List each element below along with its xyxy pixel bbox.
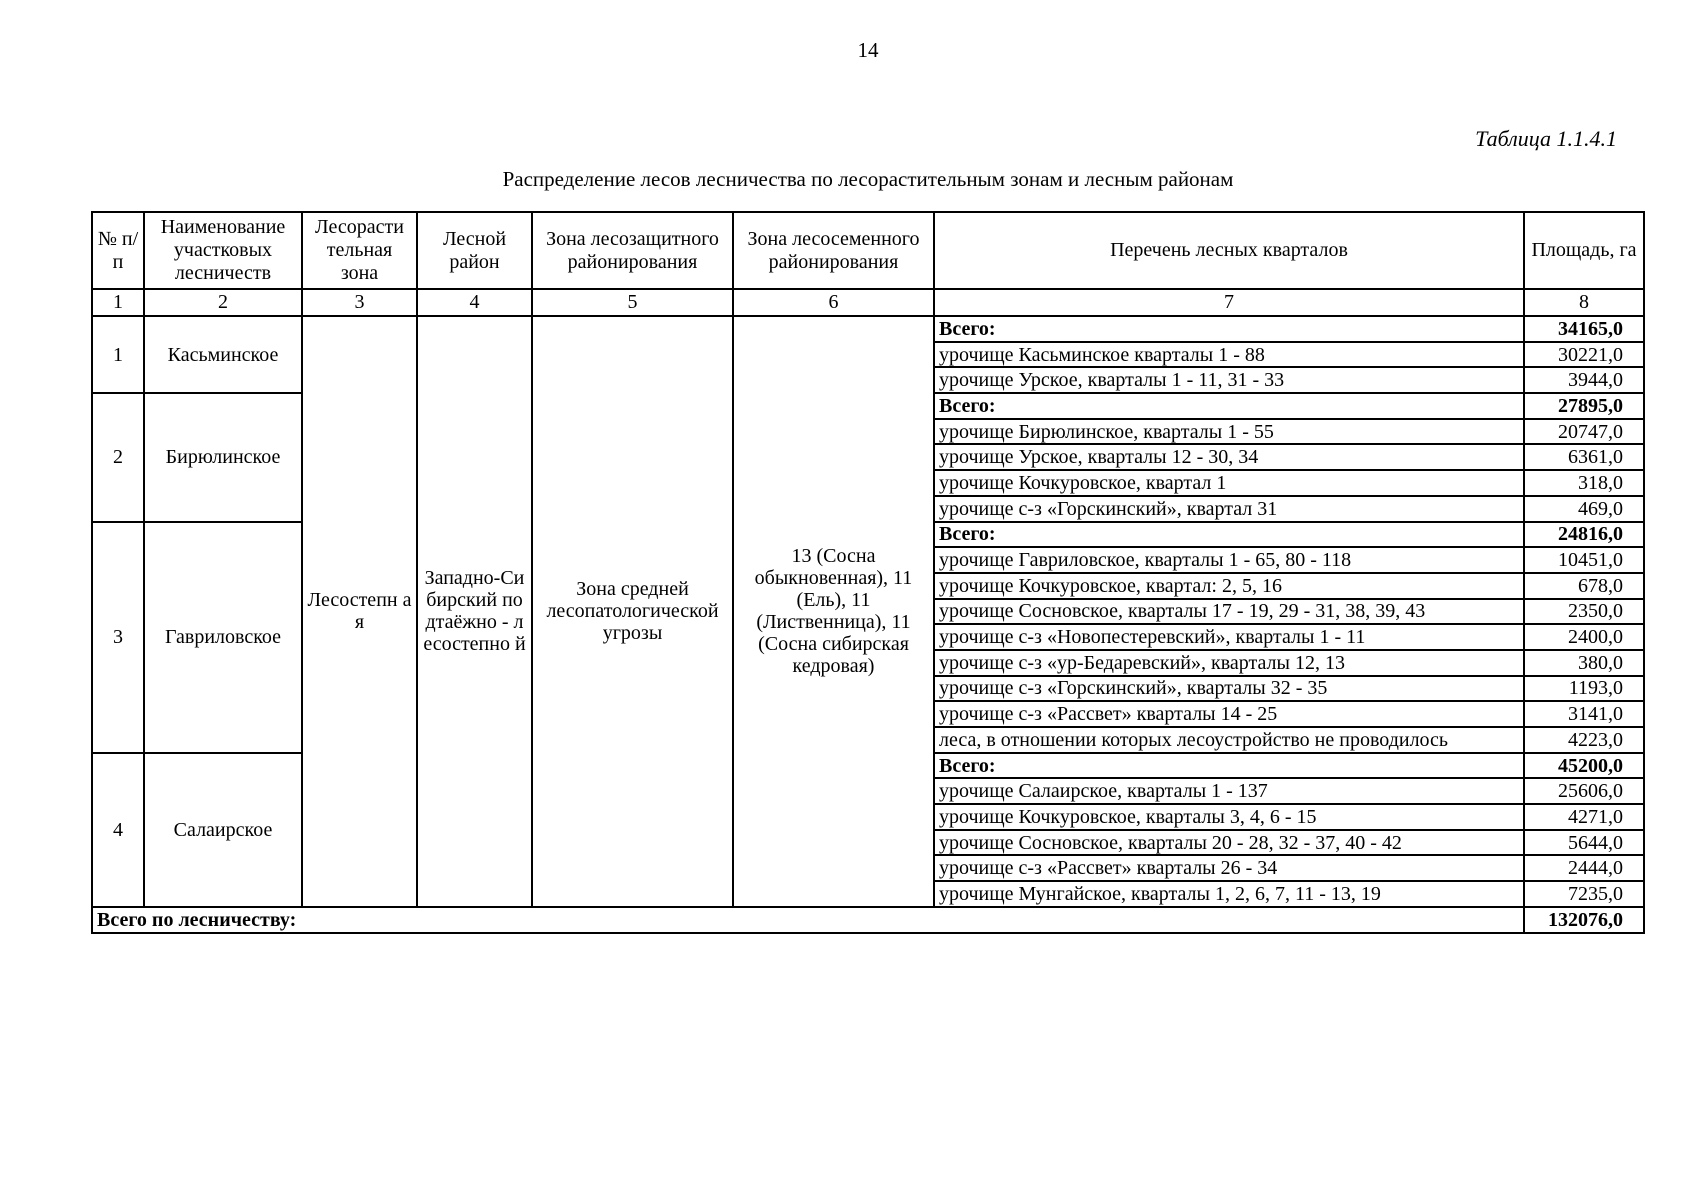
group-total-label: Всего: xyxy=(934,393,1524,419)
quarter-text: урочище с-з «Рассвет» кварталы 14 - 25 xyxy=(934,701,1524,727)
seed-zone xyxy=(733,316,934,907)
quarter-area: 20747,0 xyxy=(1524,419,1644,445)
quarter-text: урочище с-з «Горскинский», квартал 31 xyxy=(934,496,1524,522)
quarter-text: урочище Бирюлинское, кварталы 1 - 55 xyxy=(934,419,1524,445)
column-number: 2 xyxy=(144,289,302,316)
group-name: Касьминское xyxy=(144,316,302,393)
column-number: 5 xyxy=(532,289,733,316)
quarter-area: 678,0 xyxy=(1524,573,1644,599)
quarter-area: 7235,0 xyxy=(1524,881,1644,907)
forest-zone: Лесостепн ая xyxy=(302,316,417,907)
group-number: 2 xyxy=(92,393,144,521)
quarter-text: урочище Салаирское, кварталы 1 - 137 xyxy=(934,778,1524,804)
protection-zone: Зона средней лесопатологической угрозы xyxy=(532,316,733,907)
grand-total-row xyxy=(92,907,1644,933)
column-number: 8 xyxy=(1524,289,1644,316)
quarter-text: урочище Кочкуровское, квартал: 2, 5, 16 xyxy=(934,573,1524,599)
header-num: № п/п xyxy=(92,212,144,289)
group-number: 4 xyxy=(92,753,144,907)
group-name: Гавриловское xyxy=(144,522,302,753)
header-quarters: Перечень лесных кварталов xyxy=(934,212,1524,289)
quarter-text: урочище с-з «ур-Бедаревский», кварталы 12, 13 xyxy=(934,650,1524,676)
quarter-area: 6361,0 xyxy=(1524,444,1644,470)
table-title: Распределение лесов лесничества по лесорастительным зонам и лесным районам xyxy=(502,167,1234,191)
column-number: 1 xyxy=(92,289,144,316)
forest-distribution-table xyxy=(91,211,1645,934)
quarter-area: 380,0 xyxy=(1524,650,1644,676)
group-number: 3 xyxy=(92,522,144,753)
quarter-area: 2350,0 xyxy=(1524,599,1644,625)
quarter-area: 318,0 xyxy=(1524,470,1644,496)
quarter-text: урочище с-з «Новопестеревский», кварталы 1 - 11 xyxy=(934,624,1524,650)
quarter-area: 30221,0 xyxy=(1524,342,1644,368)
quarter-area: 1193,0 xyxy=(1524,676,1644,702)
group-total-label: Всего: xyxy=(934,753,1524,779)
column-number: 3 xyxy=(302,289,417,316)
header-zone: Лесорасти тельная зона xyxy=(302,212,417,289)
header-district: Лесной район xyxy=(417,212,532,289)
quarter-text: урочище Гавриловское, кварталы 1 - 65, 80 - 118 xyxy=(934,547,1524,573)
header-row xyxy=(92,212,1644,289)
quarter-area: 469,0 xyxy=(1524,496,1644,522)
quarter-text: урочище Урское, кварталы 12 - 30, 34 xyxy=(934,444,1524,470)
grand-total-value: 132076,0 xyxy=(1524,907,1644,933)
group-name: Бирюлинское xyxy=(144,393,302,521)
column-number-row xyxy=(92,289,1644,316)
quarter-text: урочище с-з «Рассвет» кварталы 26 - 34 xyxy=(934,855,1524,881)
header-name: Наименование участковых лесничеств xyxy=(144,212,302,289)
quarter-area: 25606,0 xyxy=(1524,778,1644,804)
quarter-area: 10451,0 xyxy=(1524,547,1644,573)
group-total-value: 34165,0 xyxy=(1524,316,1644,342)
group-total-label: Всего: xyxy=(934,316,1524,342)
quarter-text: урочище Сосновское, кварталы 17 - 19, 29 - 31, 38, 39, 43 xyxy=(934,599,1524,625)
quarter-text: урочище Кочкуровское, кварталы 3, 4, 6 - 15 xyxy=(934,804,1524,830)
table-label: Таблица 1.1.4.1 xyxy=(1475,126,1617,151)
group-number: 1 xyxy=(92,316,144,393)
quarter-text: урочище Касьминское кварталы 1 - 88 xyxy=(934,342,1524,368)
quarter-text: урочище Сосновское, кварталы 20 - 28, 32 - 37, 40 - 42 xyxy=(934,830,1524,856)
page-number: 14 xyxy=(857,38,879,62)
column-number: 7 xyxy=(934,289,1524,316)
group-total-value: 24816,0 xyxy=(1524,522,1644,548)
quarter-area: 3141,0 xyxy=(1524,701,1644,727)
quarter-text: урочище с-з «Горскинский», кварталы 32 - 35 xyxy=(934,676,1524,702)
quarter-area: 5644,0 xyxy=(1524,830,1644,856)
group-total-value: 27895,0 xyxy=(1524,393,1644,419)
seed-zone-text: 13 (Сосна обыкновенная), 11 (Ель), 11 (Лиственница), 11 (Сосна сибирская кедровая) xyxy=(754,545,913,678)
header-seed-zone: Зона лесосеменного районирования xyxy=(733,212,934,289)
quarter-area: 2400,0 xyxy=(1524,624,1644,650)
column-number: 4 xyxy=(417,289,532,316)
grand-total-label: Всего по лесничеству: xyxy=(92,907,1524,933)
header-area: Площадь, га xyxy=(1524,212,1644,289)
column-number: 6 xyxy=(733,289,934,316)
forest-district: Западно-Сибирский подтаёжно - лесостепно й xyxy=(417,316,532,907)
quarter-area: 2444,0 xyxy=(1524,855,1644,881)
quarter-area: 3944,0 xyxy=(1524,367,1644,393)
quarter-area: 4223,0 xyxy=(1524,727,1644,753)
quarter-text: урочище Мунгайское, кварталы 1, 2, 6, 7, 11 - 13, 19 xyxy=(934,881,1524,907)
quarter-text: урочище Урское, кварталы 1 - 11, 31 - 33 xyxy=(934,367,1524,393)
group-name: Салаирское xyxy=(144,753,302,907)
quarter-area: 4271,0 xyxy=(1524,804,1644,830)
table-row xyxy=(92,316,1644,342)
quarter-text: урочище Кочкуровское, квартал 1 xyxy=(934,470,1524,496)
header-protection-zone: Зона лесозащитного районирования xyxy=(532,212,733,289)
quarter-text: леса, в отношении которых лесоустройство не проводилось xyxy=(934,727,1524,753)
group-total-value: 45200,0 xyxy=(1524,753,1644,779)
group-total-label: Всего: xyxy=(934,522,1524,548)
